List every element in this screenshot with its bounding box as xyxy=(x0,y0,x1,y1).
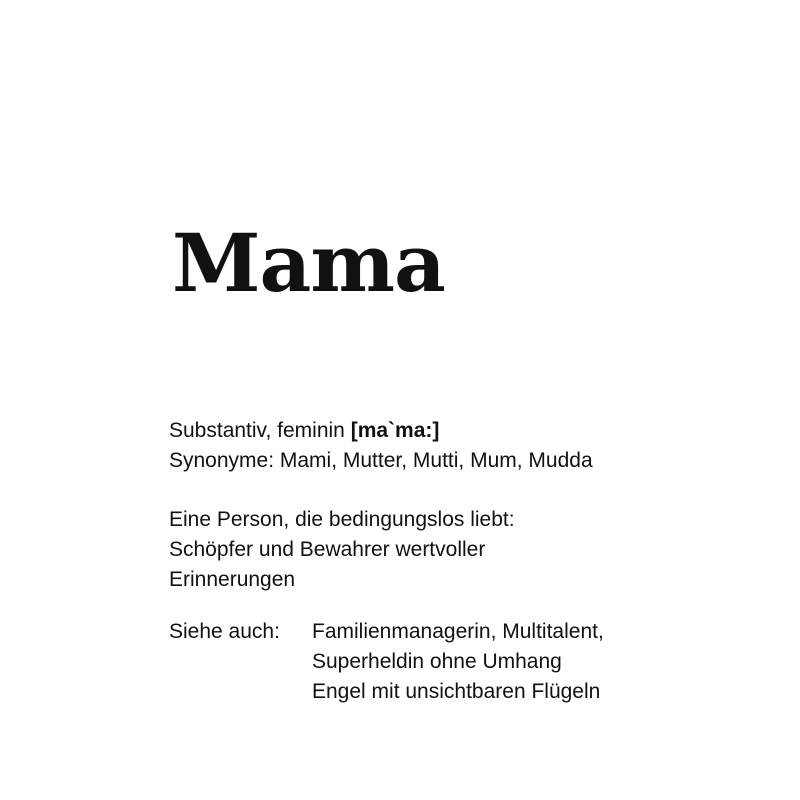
synonyms-line: Synonyme: Mami, Mutter, Mutti, Mum, Mudda xyxy=(169,449,593,472)
entry-title: Mama xyxy=(172,216,445,310)
see-also-row xyxy=(169,617,604,703)
grammar-block xyxy=(169,416,593,476)
part-of-speech: Substantiv, feminin xyxy=(169,419,351,442)
see-also-label: Siehe auch: xyxy=(169,620,280,643)
definition-line-3: Erinnerungen xyxy=(169,568,296,591)
see-also-block xyxy=(169,617,604,703)
grammar-line xyxy=(169,416,593,446)
see-also-item-3: Engel mit unsichtbaren Flügeln xyxy=(312,680,601,703)
definition-line-1: Eine Person, die bedingungslos liebt: xyxy=(169,508,515,531)
phonetic-transcription: [ma`ma:] xyxy=(350,419,440,442)
definition-line-2: Schöpfer und Bewahrer wertvoller xyxy=(169,538,486,561)
see-also-item-2: Superheldin ohne Umhang xyxy=(312,650,562,673)
see-also-item-1: Familienmanagerin, Multitalent, xyxy=(312,620,604,643)
see-also-items xyxy=(312,617,604,703)
definition-block xyxy=(169,505,515,595)
